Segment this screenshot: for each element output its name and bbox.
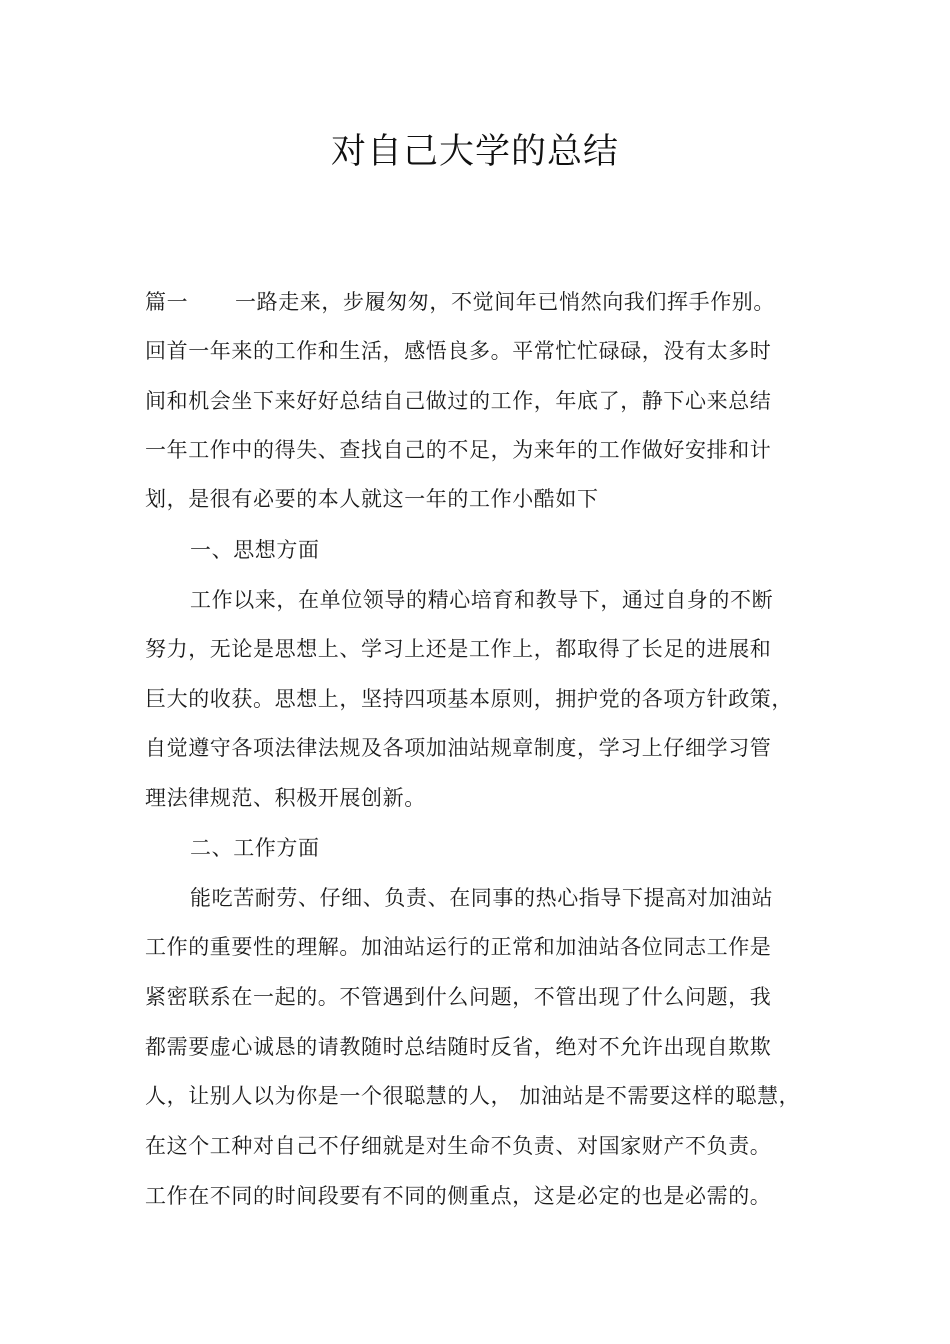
paragraph-line: 工作以来，在单位领导的精心培育和教导下，通过自身的不断	[190, 588, 774, 612]
section-tag: 篇一	[145, 290, 189, 314]
line-text: 一路走来，步履匆匆，不觉间年已悄然向我们挥手作别。	[235, 290, 775, 314]
paragraph-line: 划，是很有必要的本人就这一年的工作小酷如下	[145, 487, 599, 511]
section-heading: 一、思想方面	[190, 538, 320, 562]
paragraph-line	[145, 287, 775, 317]
paragraph-line: 人，让别人以为你是一个很聪慧的人， 加油站是不需要这样的聪慧，	[145, 1084, 801, 1108]
paragraph-line: 巨大的收获。思想上，坚持四项基本原则，拥护党的各项方针政策，	[145, 687, 793, 711]
document-title: 对自己大学的总结	[330, 132, 619, 172]
paragraph-line: 紧密联系在一起的。不管遇到什么问题，不管出现了什么问题，我	[145, 985, 772, 1009]
paragraph-line: 一年工作中的得失、查找自己的不足，为来年的工作做好安排和计	[145, 438, 772, 462]
paragraph-line: 能吃苦耐劳、仔细、负责、在同事的热心指导下提高对加油站	[190, 886, 774, 910]
paragraph-line: 间和机会坐下来好好总结自己做过的工作，年底了，静下心来总结	[145, 389, 772, 413]
paragraph-line: 回首一年来的工作和生活，感悟良多。平常忙忙碌碌，没有太多时	[145, 339, 772, 363]
paragraph-line: 都需要虚心诚恳的请教随时总结随时反省，绝对不允许出现自欺欺	[145, 1035, 772, 1059]
section-heading: 二、工作方面	[190, 836, 320, 860]
paragraph-line: 工作在不同的时间段要有不同的侧重点，这是必定的也是必需的。	[145, 1184, 772, 1208]
paragraph-line: 自觉遵守各项法律法规及各项加油站规章制度，学习上仔细学习管	[145, 736, 772, 760]
paragraph-line: 理法律规范、积极开展创新。	[145, 786, 426, 810]
paragraph-line: 在这个工种对自己不仔细就是对生命不负责、对国家财产不负责。	[145, 1134, 772, 1158]
paragraph-line: 努力，无论是思想上、学习上还是工作上，都取得了长足的进展和	[145, 637, 772, 661]
paragraph-line: 工作的重要性的理解。加油站运行的正常和加油站各位同志工作是	[145, 935, 772, 959]
